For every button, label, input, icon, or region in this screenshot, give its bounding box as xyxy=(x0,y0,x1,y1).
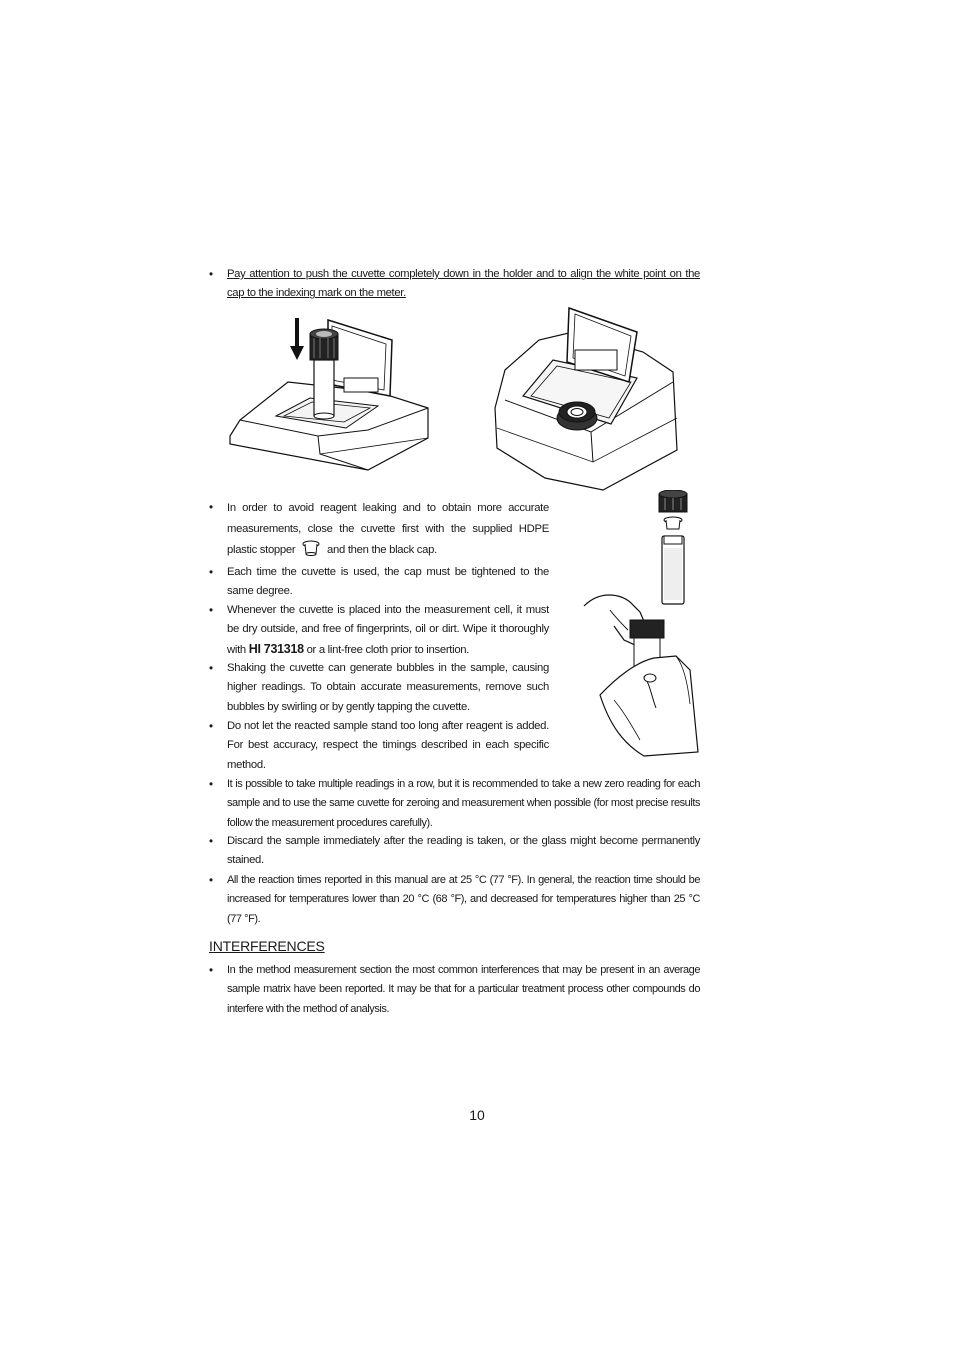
page-number: 10 xyxy=(469,1107,485,1123)
bullet-text: All the reaction times reported in this manual are at 25 °C (77 °F). In general, the reaction time should be increased for temperatures lower than 20 °C (68 °F), and decreased for temperatures higher than 25 °C (77 °F). xyxy=(227,874,700,925)
stopper-text-before: In order to avoid reagent leaking and to obtain more accurate measurements, close the cuvette first with the supplied HDPE plastic stopper xyxy=(227,502,549,556)
bullet-text xyxy=(227,498,549,561)
bullet-symbol: • xyxy=(209,604,214,617)
bullet-text: It is possible to take multiple readings in a row, but it is recommended to take a new zero reading for each sample and to use the same cuvette for zeroing and measurement when possible (for most precise results follow the measurement procedures carefully). xyxy=(227,778,700,829)
dry-text-before: Whenever the cuvette is placed into the measurement cell, it must be dry outside, and free of fingerprints, oil or dirt. Wipe it thoroughly with xyxy=(227,604,549,656)
bullet-text: Do not let the reacted sample stand too long after reagent is added. For best accuracy, respect the timings described in each specific method. xyxy=(227,720,549,771)
stopper-text-after: and then the black cap. xyxy=(327,544,437,556)
bullet-text: Pay attention to push the cuvette completely down in the holder and to align the white point on the cap to the indexing mark on the meter. xyxy=(227,268,700,300)
section-heading-interferences: INTERFERENCES xyxy=(209,938,325,954)
bullet-symbol: • xyxy=(209,778,214,791)
bullet-text: Shaking the cuvette can generate bubbles in the sample, causing higher readings. To obtain accurate measurements, remove such bubbles by swirling or by gently tapping the cuvette. xyxy=(227,662,549,713)
cuvette-insert-illustration xyxy=(228,312,434,480)
bullet-text: Each time the cuvette is used, the cap must be tightened to the same degree. xyxy=(227,566,549,598)
bullet-symbol: • xyxy=(209,874,214,887)
dry-text-after: or a lint-free cloth prior to insertion. xyxy=(306,643,470,656)
bullet-symbol: • xyxy=(209,720,214,733)
cuvette-in-cell-illustration xyxy=(493,300,683,492)
bullet-symbol: • xyxy=(209,268,214,281)
bullet-text: In the method measurement section the most common interferences that may be present in an average sample matrix have been reported. It may be that for a particular treatment process other compounds do interfere with the method of analysis. xyxy=(227,964,700,1015)
bullet-text xyxy=(227,601,549,660)
bullet-symbol: • xyxy=(209,662,214,675)
bullet-symbol: • xyxy=(209,501,214,514)
cuvette-wiping-illustration xyxy=(580,490,700,760)
product-code: HI 731318 xyxy=(248,641,304,656)
bullet-symbol: • xyxy=(209,964,214,977)
bullet-text: Discard the sample immediately after the reading is taken, or the glass might become permanently stained. xyxy=(227,835,700,867)
bullet-symbol: • xyxy=(209,835,214,848)
bullet-symbol: • xyxy=(209,566,214,579)
stopper-icon xyxy=(302,540,320,556)
